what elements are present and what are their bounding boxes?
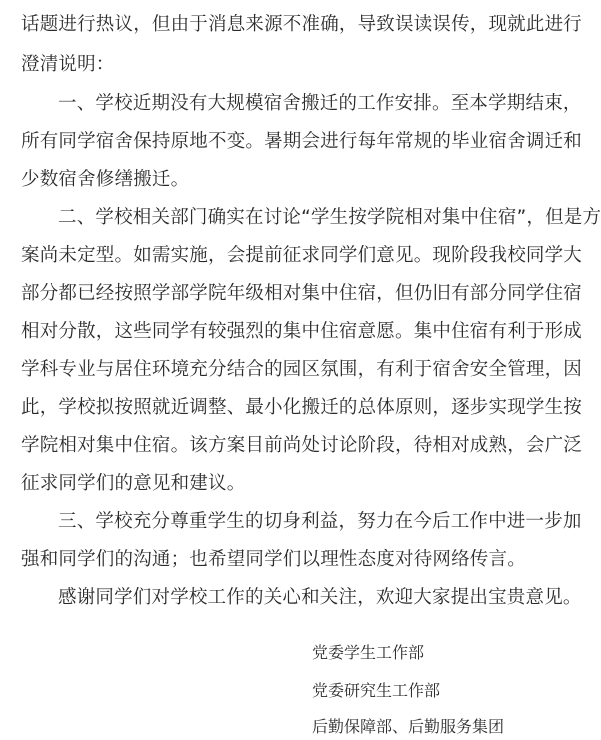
text-line-11: 此，学校拟按照就近调整、最小化搬迁的总体原则，逐步实现学生按 xyxy=(21,397,583,418)
text-line-3: 一、学校近期没有大规模宿舍搬迁的工作安排。至本学期结束， xyxy=(58,93,582,114)
text-line-12: 学院相对集中住宿。该方案目前尚处讨论阶段，待相对成熟，会广泛 xyxy=(21,435,583,456)
text-line-7: 案尚未定型。如需实施，会提前征求同学们意见。现阶段我校同学大 xyxy=(21,245,583,266)
text-line-15: 强和同学们的沟通；也希望同学们以理性态度对待网络传言。 xyxy=(21,549,526,570)
signature-student-affairs: 党委学生工作部 xyxy=(312,643,425,662)
text-line-13: 征求同学们的意见和建议。 xyxy=(21,473,246,494)
signature-logistics: 后勤保障部、后勤服务集团 xyxy=(312,717,505,736)
signature-graduate-affairs: 党委研究生工作部 xyxy=(312,681,441,700)
text-line-5: 少数宿舍修缮搬迁。 xyxy=(21,169,190,190)
text-line-2: 澄清说明： xyxy=(21,54,115,75)
text-line-4: 所有同学宿舍保持原地不变。暑期会进行每年常规的毕业宿舍调迁和 xyxy=(21,131,583,152)
text-line-16: 感谢同学们对学校工作的关心和关注，欢迎大家提出宝贵意见。 xyxy=(58,587,582,608)
text-line-8: 部分都已经按照学部学院年级相对集中住宿，但仍旧有部分同学住宿 xyxy=(21,283,583,304)
text-line-9: 相对分散，这些同学有较强烈的集中住宿意愿。集中住宿有利于形成 xyxy=(21,321,583,342)
text-line-14: 三、学校充分尊重学生的切身利益，努力在今后工作中进一步加 xyxy=(58,511,582,532)
text-line-1: 话题进行热议，但由于消息来源不准确，导致误读误传，现就此进行 xyxy=(21,14,583,35)
text-line-10: 学科专业与居住环境充分结合的园区氛围，有利于宿舍安全管理，因 xyxy=(21,359,583,380)
text-line-6: 二、学校相关部门确实在讨论“学生按学院相对集中住宿”，但是方 xyxy=(58,207,601,228)
